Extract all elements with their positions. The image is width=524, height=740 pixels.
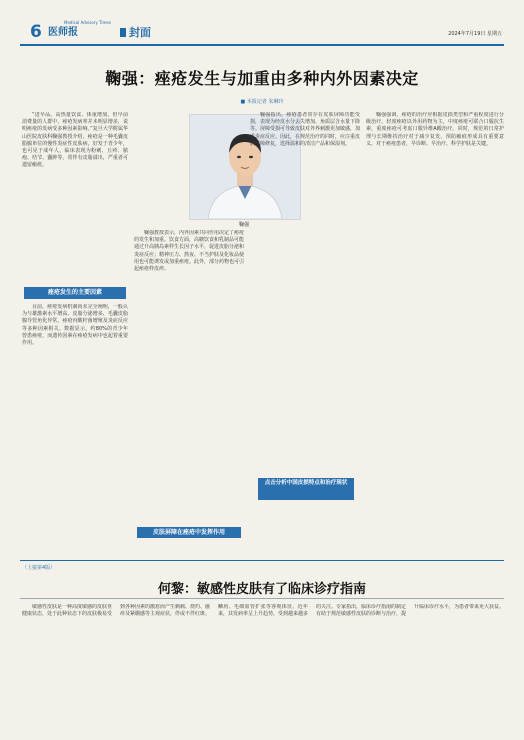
article-column-2 bbox=[134, 230, 244, 522]
paragraph: “进早品、高热量饮食、体重增加，但早前消费量的人群中，痤疮发病率并未明显增多，说明痤疮的发病受多种因素影响。”复旦大学附属华山医院皮肤科鞠强教授介绍，痤疮是一种毛囊皮脂腺单位的慢性炎症性皮肤病，好发于青少年，也可见于成年人，临床表现为粉刺、丘疹、脓疱、结节、囊肿等，常伴有皮脂溢出，严重者可遗留瘢痕。 bbox=[22, 112, 128, 169]
brand-logo: 医师报 bbox=[48, 27, 78, 38]
paragraph: 敏感性皮肤是一种高度敏感的皮肤亚健康状态，处于此种状态下的皮肤极易受到各种因素的激惹而产生刺痛、烧灼、瘙痒及紧绷感等主观症状，伴或不伴红斑、鳞屑、毛细血管扩张等客观体征。近年来，其发病率呈上升趋势，受到越来越多的关注。专家指出，临床诊疗指南的制定有助于规范敏感性皮肤的诊断与治疗，提升临床诊疗水平，为患者带来更大获益。 bbox=[22, 604, 504, 618]
paragraph: 目前，痤疮发病机制尚未完全阐明，一般认为与雄激素水平增高、皮脂分泌增多、毛囊皮脂腺导管角化异常、痤疮丙酸杆菌增殖及炎症反应等多种因素相关。数据显示，约80%的青少年曾患痤疮，而遗传因素在痤疮发病中也起着重要作用。 bbox=[22, 304, 128, 347]
photo-caption: 鞠强 bbox=[238, 222, 249, 228]
continuation-note: （上接第4版） bbox=[22, 565, 56, 571]
paragraph: 鞠强指出，痤疮患者常存在皮肤屏障功能受损，表现为经皮水分丢失增加、角质层含水量下降等。屏障受损可导致皮肤对外界刺激更加敏感，加重炎症反应。因此，在规范治疗的同时，应注重皮肤屏障修复，选择温和的清洁产品和保湿剂。 bbox=[250, 112, 360, 147]
section-label: 封面 bbox=[120, 24, 151, 40]
subheading: 痤疮发生的主要因素 bbox=[24, 287, 126, 299]
article-column-1 bbox=[22, 112, 128, 282]
title-rule bbox=[20, 598, 504, 599]
paragraph: 鞠强强调，痤疮的治疗应根据皮损类型和严重程度进行分级治疗。轻度痤疮以外用药物为主，中度痤疮可联合口服抗生素，重度痤疮可考虑口服异维A酸治疗。同时，规范的日常护理与长期维持治疗对于减少复发、预防瘢痕形成具有重要意义。对于痤疮患者，早诊断、早治疗、科学护肤是关键。 bbox=[366, 112, 504, 147]
article-column-4 bbox=[366, 112, 504, 556]
page-number: 6 bbox=[30, 22, 42, 42]
paragraph: 鞠强教授表示，内外因素共同作用决定了痤疮的发生和加重。饮食方面，高糖饮食和乳制品可能通过升高胰岛素样生长因子水平，促进皮脂分泌和炎症反应；精神压力、熬夜、不当护肤及化妆品使用也可能诱发或加重痤疮。此外，部分药物也可引起痤疮样皮疹。 bbox=[134, 230, 244, 273]
brand-english: Medical Advisory Times bbox=[64, 20, 111, 25]
article2-body bbox=[22, 604, 504, 734]
subheading: 皮肤屏障在痤疮中发挥作用 bbox=[137, 527, 241, 538]
article-column-1b bbox=[22, 304, 128, 554]
section-divider bbox=[20, 560, 504, 561]
article2-title: 何黎：敏感性皮肤有了临床诊疗指南 bbox=[157, 582, 366, 597]
byline: ■ 本报记者 朱琳玲 bbox=[240, 99, 284, 105]
page-header bbox=[20, 22, 504, 46]
article-column-3 bbox=[250, 112, 360, 470]
subheading: 点击分析中国皮损特点和治疗现状 bbox=[258, 478, 354, 500]
issue-date: 2024年7月19日 星期五 bbox=[448, 31, 502, 37]
article-title: 鞠强：痤疮发生与加重由多种内外因素决定 bbox=[105, 69, 419, 88]
